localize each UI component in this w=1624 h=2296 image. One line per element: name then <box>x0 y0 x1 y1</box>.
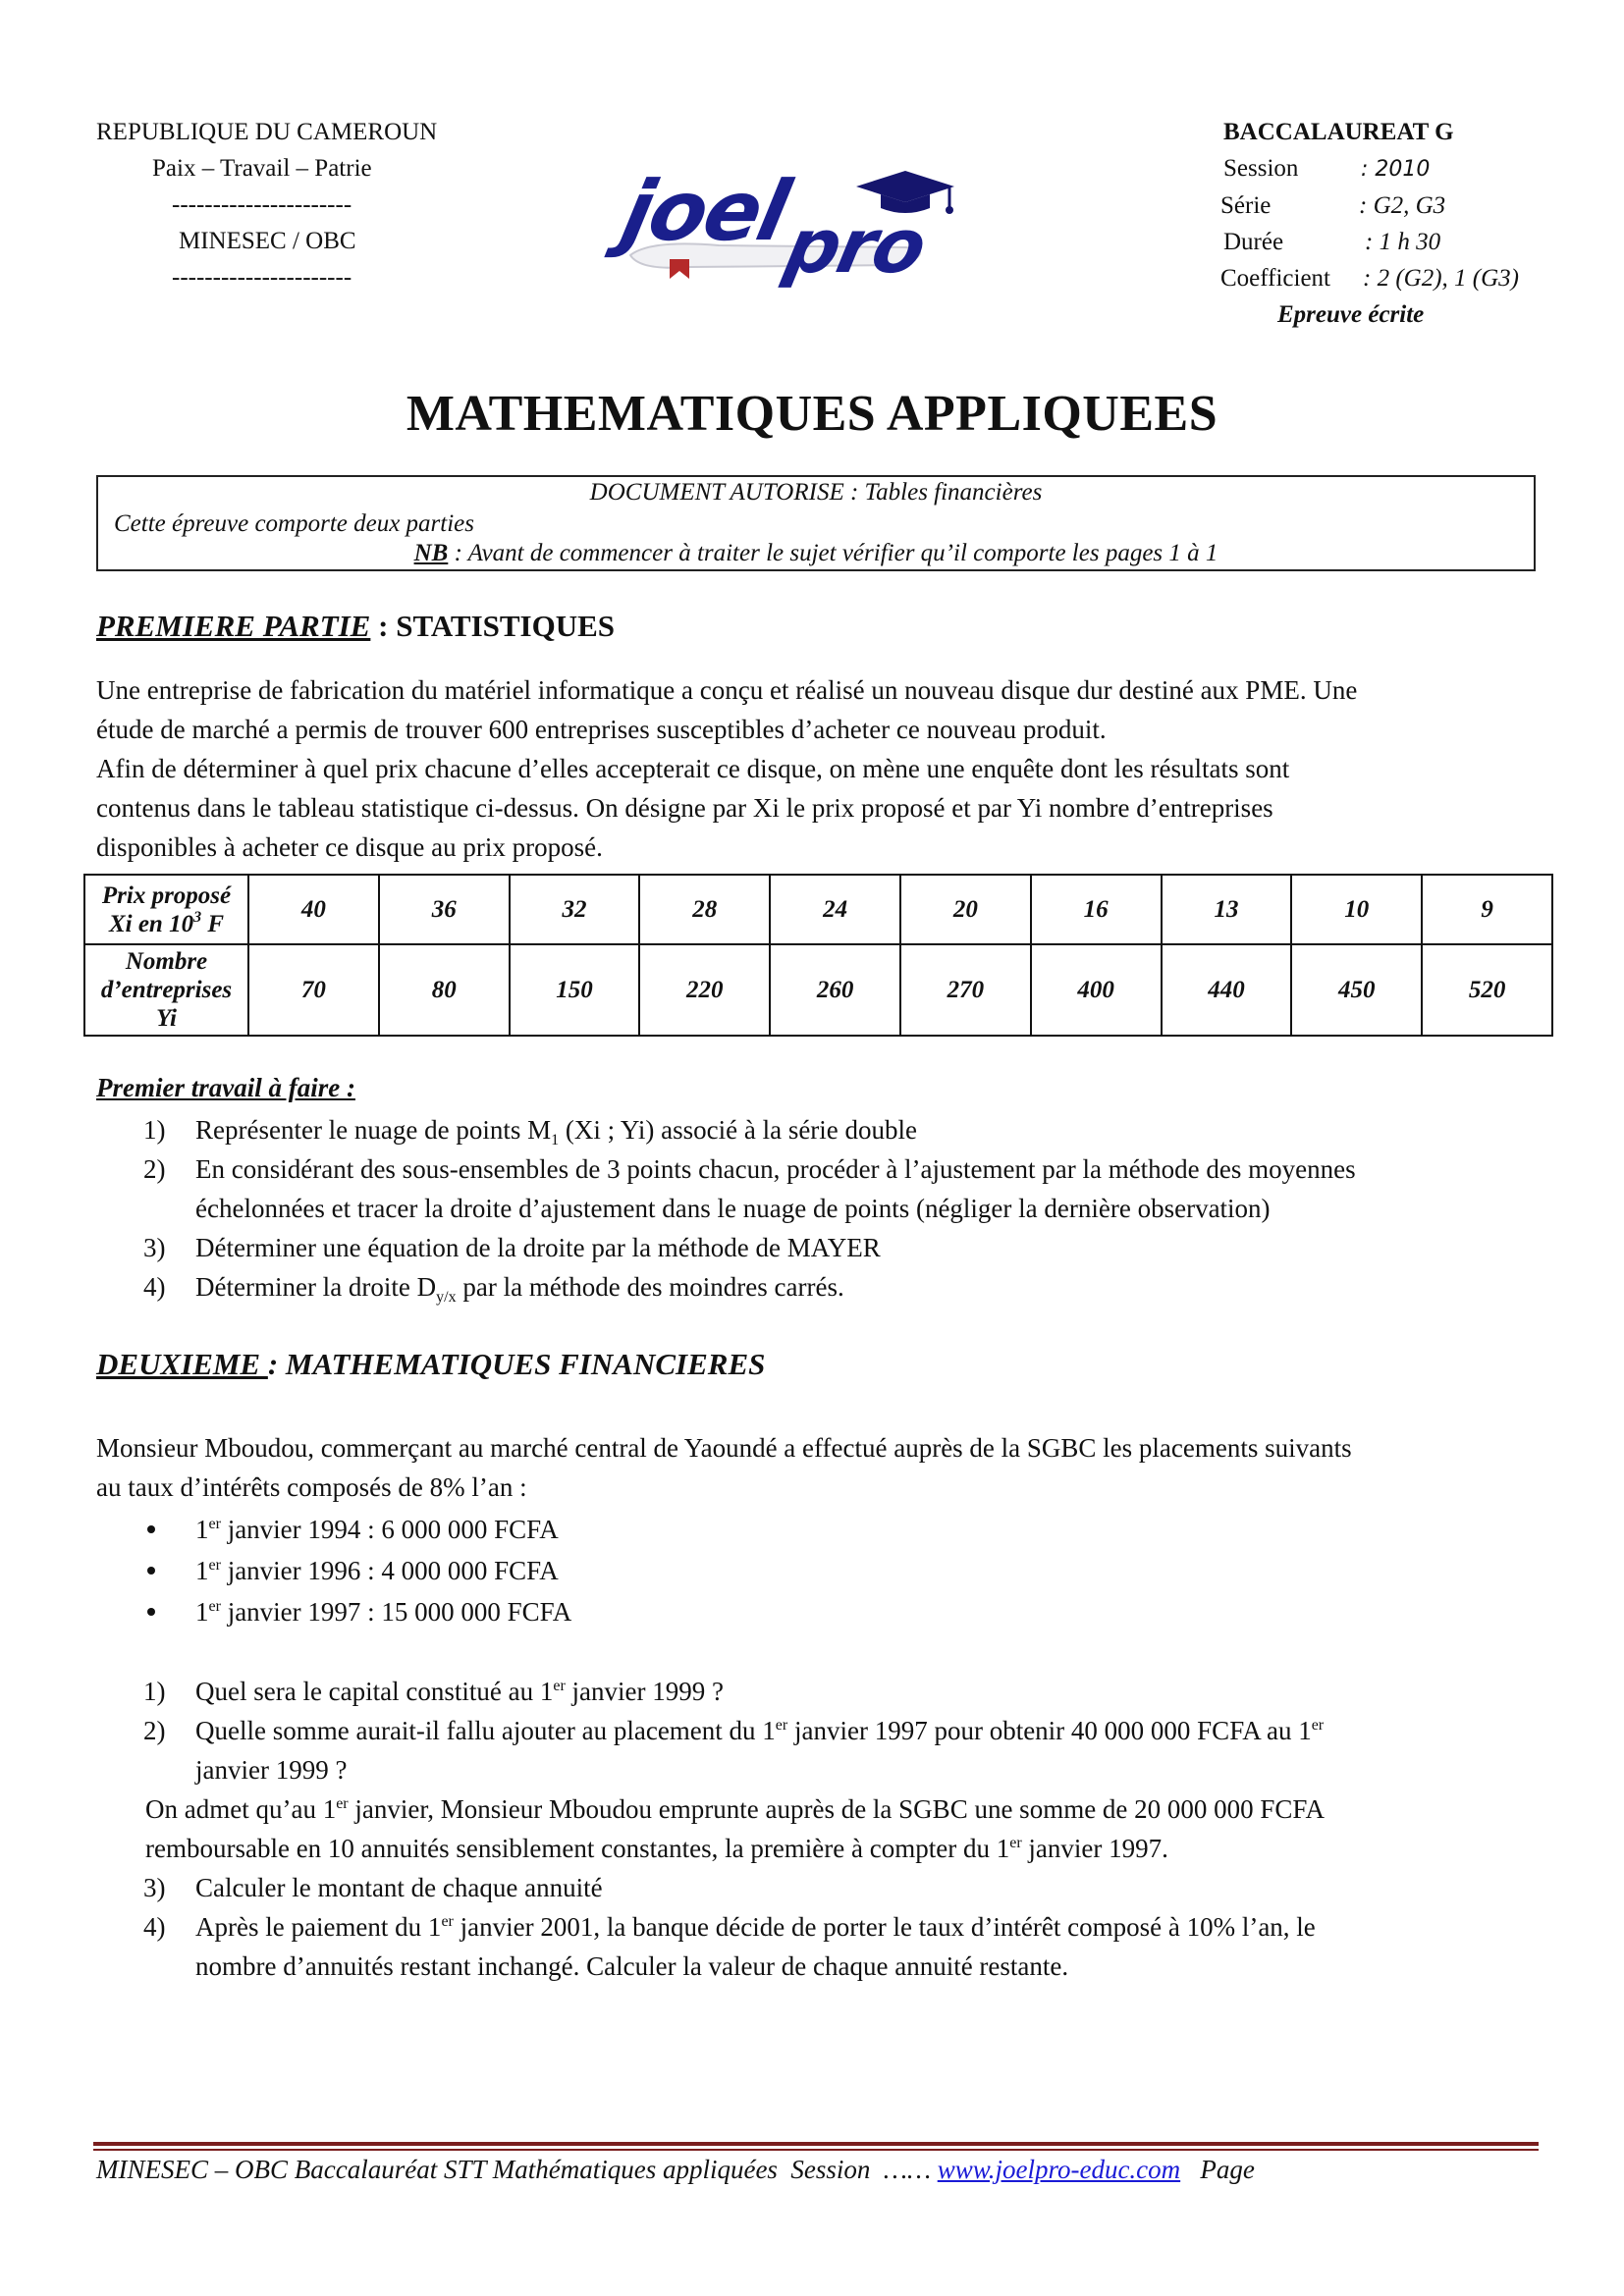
table-cell: 450 <box>1291 944 1422 1036</box>
authorized-documents: DOCUMENT AUTORISE : Tables financières <box>589 479 1043 506</box>
paragraph-line: Monsieur Mboudou, commerçant au marché central de Yaoundé a effectué auprès de la SGBC les placements suivants <box>96 1433 1352 1463</box>
table-row-x <box>84 875 1552 944</box>
coef-value: : 2 (G2), 1 (G3) <box>1363 265 1519 292</box>
bullet-icon <box>147 1608 155 1616</box>
bullet-icon <box>147 1567 155 1575</box>
part1-paragraph <box>96 670 1549 867</box>
part1-tasks <box>96 1110 1549 1307</box>
paragraph-line: contenus dans le tableau statistique ci-dessus. On désigne par Xi le prix proposé et par Yi nombre d’entreprises <box>96 793 1273 823</box>
joelpro-logo <box>611 163 1000 290</box>
paragraph-line: au taux d’intérêts composés de 8% l’an : <box>96 1472 527 1502</box>
session-row <box>1159 150 1551 187</box>
ministry-name: MINESEC / OBC <box>179 228 356 254</box>
serie-row <box>1159 187 1551 224</box>
part2-title-main: DEUXIEME <box>96 1347 268 1381</box>
table-cell: 9 <box>1422 875 1552 944</box>
table-cell: 40 <box>248 875 379 944</box>
serie-label: Série <box>1220 192 1272 219</box>
table-cell: 260 <box>770 944 900 1036</box>
part1-title <box>96 609 615 644</box>
part2-title-rest: : MATHEMATIQUES FINANCIERES <box>267 1347 766 1381</box>
country-motto: Paix – Travail – Patrie <box>152 155 372 182</box>
row-header-x: Prix proposé Xi en $10^3$ F <box>84 875 248 944</box>
table-cell: 80 <box>379 944 510 1036</box>
paragraph-line: Une entreprise de fabrication du matériel informatique a conçu et réalisé un nouveau disque dur destiné aux PME. Une <box>96 675 1358 705</box>
list-item: 1er janvier 1994 : 6 000 000 FCFA <box>96 1509 1549 1550</box>
paragraph-line: Afin de déterminer à quel prix chacune d’elles accepterait ce disque, on mène une enquête dont les résultats sont <box>96 754 1290 783</box>
question-item: 1) Quel sera le capital constitué au 1er janvier 1999 ? <box>143 1677 724 1706</box>
part1-title-main: PREMIERE PARTIE <box>96 609 371 643</box>
separator: ---------------------- <box>172 264 352 291</box>
table-cell: 150 <box>510 944 640 1036</box>
part2-intro <box>96 1428 1549 1507</box>
separator: ---------------------- <box>172 191 352 218</box>
task-item: 2) En considérant des sous-ensembles de 3 points chacun, procéder à l’ajustement par la méthode des moyennes échelonnées et tracer la droite d’ajustement dans le nuage de points (négliger la dernière observation) <box>143 1154 1356 1223</box>
table-cell: 36 <box>379 875 510 944</box>
table-row-y <box>84 944 1552 1036</box>
footer-divider <box>93 2142 1539 2146</box>
header-left <box>96 114 489 295</box>
page-title: MATHEMATIQUES APPLIQUEES <box>406 386 1218 442</box>
table-cell: 28 <box>639 875 770 944</box>
footer-divider <box>93 2149 1539 2151</box>
table-cell: 220 <box>639 944 770 1036</box>
logo-text-pro: pro <box>778 202 933 290</box>
table-cell: 270 <box>900 944 1031 1036</box>
question-item: 2) Quelle somme aurait-il fallu ajouter au placement du 1er janvier 1997 pour obtenir 40 000 000 FCFA au 1er janvier 1999 ? <box>143 1716 1325 1785</box>
logo-text-joel: joel <box>614 163 796 259</box>
footer-text: MINESEC – OBC Baccalauréat STT Mathématiques appliquées Session …… <box>96 2155 938 2184</box>
nb-label: NB <box>413 540 449 566</box>
instructions-box <box>96 475 1536 571</box>
work-title: Premier travail à faire : <box>96 1073 355 1102</box>
country-name: REPUBLIQUE DU CAMEROUN <box>96 119 438 145</box>
task-item: 1) Représenter le nuage de points $M_1$ (Xi ; Yi) associé à la série double <box>143 1115 918 1148</box>
question-item: 3) Calculer le montant de chaque annuité <box>143 1873 603 1902</box>
list-item: 1er janvier 1997 : 15 000 000 FCFA <box>96 1591 1549 1632</box>
table-cell: 440 <box>1162 944 1292 1036</box>
bullet-icon <box>147 1525 155 1533</box>
row-header-y: Nombre d’entreprises Yi <box>84 944 248 1036</box>
statistics-table <box>83 874 1553 1037</box>
table-cell: 400 <box>1031 944 1162 1036</box>
duree-value: : 1 h 30 <box>1365 229 1441 255</box>
nb-text: : Avant de commencer à traiter le sujet vérifier qu’il comporte les pages 1 à 1 <box>448 540 1218 566</box>
question-item: 4) Après le paiement du 1er janvier 2001, la banque décide de porter le taux d’intérêt composé à 10% l’an, le nombre d’annuités restant inchangé. Calculer la valeur de chaque annuité restante. <box>143 1912 1316 1981</box>
epreuve-type: Epreuve écrite <box>1277 301 1425 328</box>
paragraph-line: disponibles à acheter ce disque au prix proposé. <box>96 832 603 862</box>
table-cell: 520 <box>1422 944 1552 1036</box>
loan-note: On admet qu’au 1er janvier, Monsieur Mboudou emprunte auprès de la SGBC une somme de 20 000 000 FCFA remboursable en 10 annuités sensiblement constantes, la première à compter du 1er janvier 1997. <box>145 1794 1325 1863</box>
footer-link[interactable]: www.joelpro-educ.com <box>937 2155 1181 2184</box>
table-cell: 24 <box>770 875 900 944</box>
part1-title-rest: : STATISTIQUES <box>370 609 616 643</box>
placements-list <box>96 1509 1549 1632</box>
table-cell: 16 <box>1031 875 1162 944</box>
table-cell: 20 <box>900 875 1031 944</box>
duree-row <box>1159 224 1551 260</box>
parts-note: Cette épreuve comporte deux parties <box>114 510 475 537</box>
table-cell: 70 <box>248 944 379 1036</box>
part2-questions <box>96 1672 1549 1986</box>
session-value: : 2010 <box>1361 157 1431 182</box>
footer <box>96 2155 1255 2185</box>
table-cell: 10 <box>1291 875 1422 944</box>
coef-label: Coefficient <box>1220 265 1330 292</box>
serie-value: : G2, G3 <box>1359 192 1446 219</box>
coef-row <box>1159 260 1551 296</box>
footer-page: Page <box>1180 2155 1255 2184</box>
nb-note <box>98 540 1534 567</box>
table-cell: 13 <box>1162 875 1292 944</box>
part2-title <box>96 1347 765 1382</box>
duree-label: Durée <box>1223 229 1284 255</box>
paragraph-line: étude de marché a permis de trouver 600 entreprises susceptibles d’acheter ce nouveau produit. <box>96 715 1107 744</box>
task-item: 4) Déterminer la droite $D_{y/x}$ par la méthode des moindres carrés. <box>143 1272 844 1306</box>
exam-name: BACCALAUREAT G <box>1223 119 1454 145</box>
table-cell: 32 <box>510 875 640 944</box>
session-label: Session <box>1223 155 1299 182</box>
list-item: 1er janvier 1996 : 4 000 000 FCFA <box>96 1550 1549 1591</box>
header-right <box>1159 114 1551 333</box>
task-item: 3) Déterminer une équation de la droite par la méthode de MAYER <box>143 1233 881 1262</box>
